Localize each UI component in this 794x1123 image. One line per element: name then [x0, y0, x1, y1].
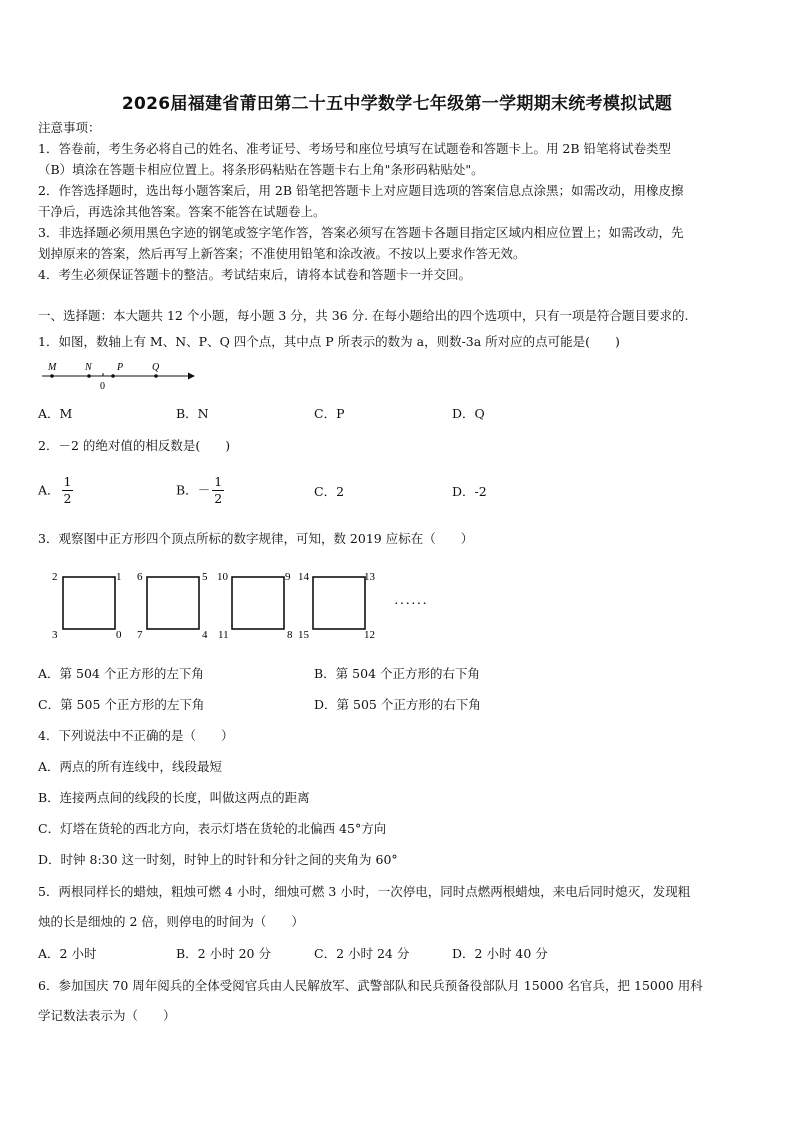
corner-label-bl: 11: [218, 629, 229, 641]
q1-option-c: C．P: [314, 406, 345, 421]
point-n: [87, 374, 91, 378]
point-q: [154, 374, 158, 378]
corner-label-bl: 3: [52, 629, 58, 641]
q5-option-c: C．2 小时 24 分: [314, 946, 410, 961]
q4-option-a: A．两点的所有连线中，线段最短: [38, 759, 223, 774]
q2-option-a: [38, 474, 75, 507]
q3-option-d: D．第 505 个正方形的右下角: [314, 697, 481, 712]
corner-label-tr: 1: [116, 571, 122, 583]
square-3: [217, 571, 293, 641]
ellipsis: ······: [394, 597, 428, 612]
point-p: [111, 374, 115, 378]
label-p: P: [117, 362, 124, 373]
q3-option-a: A．第 504 个正方形的左下角: [38, 666, 204, 681]
option-letter: B．: [176, 482, 198, 498]
label-n: N: [85, 362, 92, 373]
corner-label-tl: 14: [298, 571, 309, 583]
question-6-stem-line: 学记数法表示为（ ）: [38, 1008, 176, 1023]
notice-line: 1．答卷前，考生务必将自己的姓名、准考证号、考场号和座位号填写在试题卷和答题卡上。用 2B 铅笔将试卷类型: [38, 141, 672, 156]
question-3-stem: 3．观察图中正方形四个顶点所标的数字规律，可知，数 2019 应标在（ ）: [38, 531, 474, 546]
minus-sign: －: [197, 482, 211, 498]
corner-label-tl: 2: [52, 571, 58, 583]
q3-option-b: B．第 504 个正方形的右下角: [314, 666, 480, 681]
corner-label-bl: 15: [298, 629, 309, 641]
corner-label-tr: 13: [364, 571, 375, 583]
q4-option-c: C．灯塔在货轮的西北方向，表示灯塔在货轮的北偏西 45°方向: [38, 821, 387, 836]
q3-option-c: C．第 505 个正方形的左下角: [38, 697, 205, 712]
question-5-stem-line: 烛的长是细烛的 2 倍，则停电的时间为（ ）: [38, 914, 304, 929]
square-outline: [63, 577, 115, 629]
corner-label-br: 4: [202, 629, 208, 641]
q1-option-d: D．Q: [452, 406, 485, 421]
q1-option-b: B．N: [176, 406, 209, 421]
corner-label-bl: 7: [137, 629, 143, 641]
question-5-stem-line: 5．两根同样长的蜡烛，粗烛可燃 4 小时，细烛可燃 3 小时，一次停电，同时点燃两根蜡烛，来电后同时熄灭，发现粗: [38, 884, 691, 899]
fraction: [62, 474, 74, 507]
question-1-stem: 1．如图，数轴上有 M、N、P、Q 四个点，其中点 P 所表示的数为 a，则数-3a 所对应的点可能是( ): [38, 334, 620, 349]
notice-heading: 注意事项：: [38, 120, 101, 135]
point-m: [50, 374, 54, 378]
squares-figure: [46, 566, 456, 646]
q4-option-b: B．连接两点间的线段的长度，叫做这两点的距离: [38, 790, 310, 805]
q5-option-b: B．2 小时 20 分: [176, 946, 271, 961]
corner-label-br: 8: [287, 629, 293, 641]
number-line-figure: [38, 358, 198, 394]
square-outline: [232, 577, 284, 629]
square-2: [137, 571, 208, 641]
corner-label-br: 0: [116, 629, 122, 641]
q2-option-c: C．2: [314, 484, 345, 499]
notice-line: （B）填涂在答题卡相应位置上。将条形码粘贴在答题卡右上角"条形码粘贴处"。: [38, 162, 484, 177]
page-title: 2026届福建省莆田第二十五中学数学七年级第一学期期末统考模拟试题: [121, 94, 673, 114]
label-q: Q: [152, 362, 160, 373]
notice-line: 干净后，再选涂其他答案。答案不能答在试题卷上。: [38, 204, 326, 219]
notice-line: 3．非选择题必须用黑色字迹的钢笔或签字笔作答，答案必须写在答题卡各题目指定区域内相应位置上；如需改动，先: [38, 225, 684, 240]
fraction: [212, 474, 224, 507]
option-letter: A．: [38, 482, 60, 498]
question-6-stem-line: 6．参加国庆 70 周年阅兵的全体受阅官兵由人民解放军、武警部队和民兵预备役部队月 15000 名官兵，把 15000 用科: [38, 978, 703, 993]
q2-option-b: [176, 474, 226, 507]
notice-line: 2．作答选择题时，选出每小题答案后，用 2B 铅笔把答题卡上对应题目选项的答案信息点涂黑；如需改动，用橡皮擦: [38, 183, 684, 198]
corner-label-br: 12: [364, 629, 375, 641]
numerator: 1: [214, 474, 223, 489]
section-heading: 一、选择题：本大题共 12 个小题，每小题 3 分，共 36 分. 在每小题给出的四个选项中，只有一项是符合题目要求的.: [38, 308, 689, 323]
corner-label-tr: 9: [285, 571, 291, 583]
notice-line: 划掉原来的答案，然后再写上新答案；不准使用铅笔和涂改液。不按以上要求作答无效。: [38, 246, 526, 261]
denominator: 2: [63, 491, 72, 506]
square-outline: [313, 577, 365, 629]
numerator: 1: [63, 474, 72, 489]
square-4: [298, 571, 376, 641]
label-m: M: [48, 362, 57, 373]
q5-option-a: A．2 小时: [38, 946, 97, 961]
q2-option-d: D．-2: [452, 484, 487, 499]
corner-label-tr: 5: [202, 571, 208, 583]
corner-label-tl: 6: [137, 571, 143, 583]
question-4-stem: 4．下列说法中不正确的是（ ）: [38, 728, 234, 743]
q4-option-d: D．时钟 8:30 这一时刻，时钟上的时针和分针之间的夹角为 60°: [38, 852, 398, 867]
q1-option-a: A．M: [38, 406, 73, 421]
square-outline: [147, 577, 199, 629]
question-2-stem: 2．－2 的绝对值的相反数是( ): [38, 438, 231, 453]
label-origin: 0: [100, 381, 105, 392]
denominator: 2: [214, 491, 223, 506]
arrow-right-icon: [188, 373, 195, 380]
q5-option-d: D．2 小时 40 分: [452, 946, 548, 961]
corner-label-tl: 10: [217, 571, 228, 583]
square-1: [52, 571, 122, 641]
notice-line: 4．考生必须保证答题卡的整洁。考试结束后，请将本试卷和答题卡一并交回。: [38, 267, 471, 282]
